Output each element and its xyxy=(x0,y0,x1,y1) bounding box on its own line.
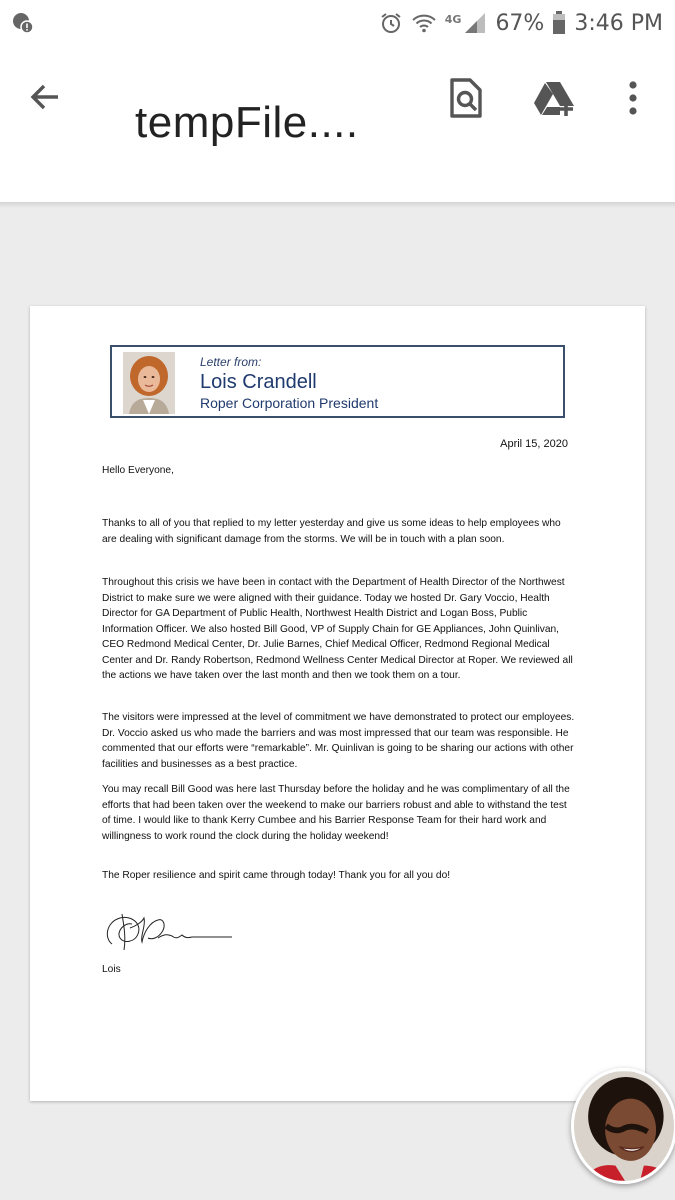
paragraph: The Roper resilience and spirit came through today! Thank you for all you do! xyxy=(102,870,451,881)
battery-percent: 67% xyxy=(495,10,545,36)
app-bar-shadow xyxy=(0,202,675,208)
document-page[interactable] xyxy=(30,306,645,1101)
network-type: 4G xyxy=(444,12,462,26)
paragraph: You may recall Bill Good was here last Thursday before the holiday and he was complimentary of all the efforts that had been taken over the weekend to make our barriers robust and able to withstand the test of time. I would like to thank Kerry Cumbee and his Barrier Response Team for their hard work and willingness to work round the clock during the holiday weekend! xyxy=(102,784,570,842)
app-bar xyxy=(0,46,675,202)
status-bar xyxy=(0,0,675,46)
wifi-icon xyxy=(411,11,437,35)
letterhead-label: Letter from: xyxy=(200,355,262,369)
signoff: Lois xyxy=(102,964,121,975)
paragraph: Throughout this crisis we have been in contact with the Department of Health Director of the Northwest District to make sure we were aligned with their guidance. Today we hosted Dr. Gary Voccio, Health Director for GA Department of Public Health, Northwest Health District and Logan Boss, Public Information Officer. We also hosted Bill Good, VP of Supply Chain for GE Appliances, John Quinlivan, CEO Redmond Medical Center, Dr. Julie Barnes, Chief Medical Officer, Redmond Regional Medical Center and Dr. Randy Robertson, Redmond Wellness Center Medical Director at Roper. We reviewed all the actions we have taken over the last month and then we took them on a tour. xyxy=(102,577,573,681)
greeting: Hello Everyone, xyxy=(102,465,174,476)
chat-head-avatar[interactable] xyxy=(571,1068,675,1184)
battery-icon xyxy=(552,11,566,35)
signature xyxy=(100,904,240,956)
paragraph: The visitors were impressed at the level of commitment we have demonstrated to protect our employees. Dr. Voccio asked us who made the barriers and was most impressed that our team was responsible. He commented that our efforts were “remarkable”. Mr. Quinlivan is going to be sharing our actions with other facilities and businesses as a best practice. xyxy=(102,712,575,770)
author-role: Roper Corporation President xyxy=(200,395,379,411)
find-in-page-icon[interactable] xyxy=(444,76,488,120)
back-arrow-icon[interactable] xyxy=(24,76,66,118)
more-vert-icon[interactable] xyxy=(616,76,650,120)
alarm-icon xyxy=(379,11,403,35)
author-photo xyxy=(123,352,175,414)
author-name: Lois Crandell xyxy=(200,371,317,393)
add-to-drive-icon[interactable] xyxy=(532,76,576,120)
document-title: tempFile.... xyxy=(135,98,359,147)
letterhead xyxy=(110,345,565,418)
clock: 3:46 PM xyxy=(574,10,663,36)
paragraph: Thanks to all of you that replied to my letter yesterday and give us some ideas to help employees who are dealing with significant damage from the storms. We will be in touch with a plan soon. xyxy=(102,518,561,545)
signal-icon xyxy=(463,11,487,35)
location-alert-icon xyxy=(12,12,34,34)
letter-date: April 15, 2020 xyxy=(500,438,568,450)
